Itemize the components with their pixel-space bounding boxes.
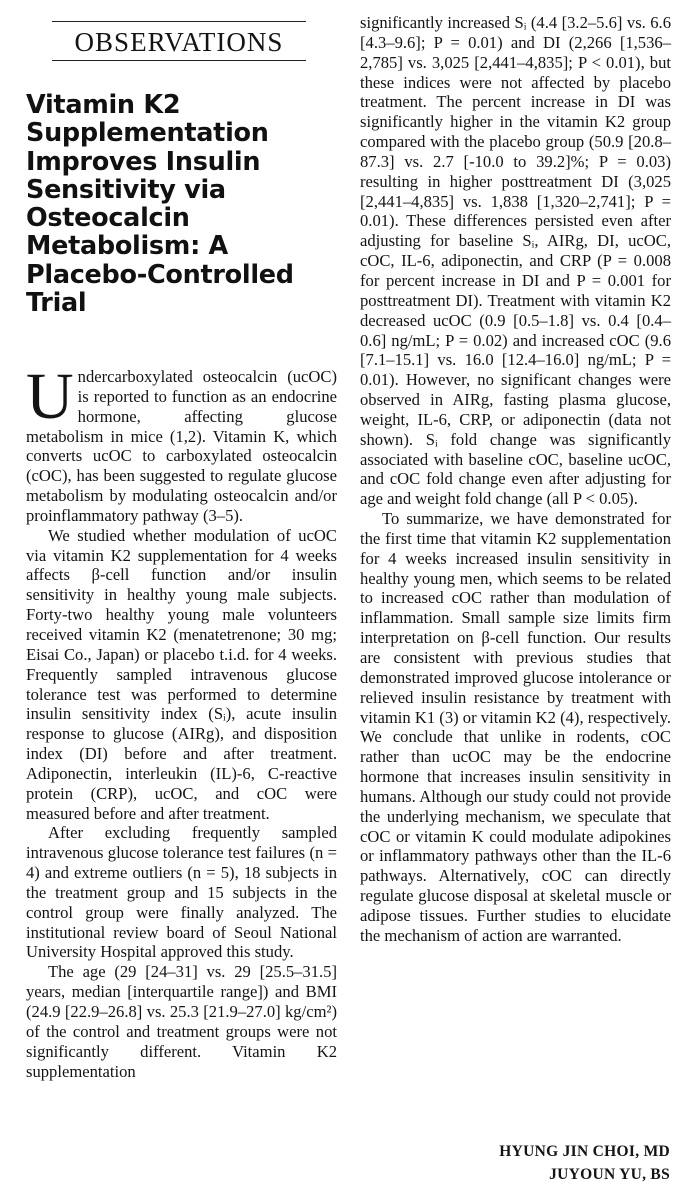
author-name: JUYOUN YU, BS <box>549 1166 670 1183</box>
heading-bottom-rule <box>52 60 306 61</box>
intro-paragraph <box>26 360 337 526</box>
heading-top-rule <box>52 21 306 22</box>
left-text-column <box>26 360 337 1081</box>
drop-cap: U <box>26 360 74 433</box>
article-title: Vitamin K2 Supplementation Improves Insulin Sensitivity via Osteocalcin Metabolism: A Placebo-Controlled Trial <box>26 90 294 319</box>
intro-paragraph-text: ndercarboxylated osteocalcin (ucOC) is reported to function as an endocrine hormone, affecting glucose metabolism in mice (1,2). Vitamin K, which converts ucOC to carboxylated osteocalcin (cOC), has been suggested to regulate glucose metabolism by modulating osteocalcin and/or proinflammatory pathway (3–5). <box>26 367 337 525</box>
subjects-paragraph: After excluding frequently sampled intravenous glucose tolerance test failures (n = 4) and extreme outliers (n = 5), 18 subjects in the treatment group and 15 subjects in the control group were finally analyzed. The institutional review board of Seoul National University Hospital approved this study. <box>26 823 337 962</box>
results-paragraph-start: The age (29 [24–31] vs. 29 [25.5–31.5] years, median [interquartile range]) and BMI (24.9 [22.9–26.8] vs. 25.3 [21.9–27.0] kg/cm²) of the control and treatment groups were not significantly different. Vitamin K2 supplementation <box>26 962 337 1081</box>
section-heading: OBSERVATIONS <box>74 27 284 57</box>
summary-paragraph: To summarize, we have demonstrated for the first time that vitamin K2 supplementation for 4 weeks increased insulin sensitivity in healthy young men, which seems to be related to increased cOC rather than modulation of inflammation. Small sample size limits firm interpretation on β-cell function. Our results are consistent with previous studies that demonstrated improved glucose intolerance or relieved insulin resistance by treatment with vitamin K1 (3) or vitamin K2 (4), respectively. We conclude that unlike in rodents, cOC rather than ucOC may be the endocrine hormone that increases insulin sensitivity in humans. Although our study could not provide the underlying mechanism, we speculate that cOC or vitamin K could modulate adipokines or inflammatory pathways other than the IL-6 pathways. Alternatively, cOC can directly regulate glucose disposal at skeletal muscle or adipose tissues. Further studies to elucidate the mechanism of action are warranted. <box>360 509 671 945</box>
methods-paragraph: We studied whether modulation of ucOC via vitamin K2 supplementation for 4 weeks affects β-cell function and/or insulin sensitivity in healthy young male subjects. Forty-two healthy young male volunteers received vitamin K2 (menatetrenone; 30 mg; Eisai Co., Japan) or placebo t.i.d. for 4 weeks. Frequently sampled intravenous glucose tolerance test was performed to determine insulin sensitivity index (Sᵢ), acute insulin response to glucose (AIRg), and disposition index (DI) before and after treatment. Adiponectin, interleukin (IL)-6, C-reactive protein (CRP), ucOC, and cOC were measured before and after treatment. <box>26 525 337 823</box>
results-paragraph-continued: significantly increased Sᵢ (4.4 [3.2–5.6] vs. 6.6 [4.3–9.6]; P = 0.01) and DI (2,266 [1,536–2,785] vs. 3,025 [2,441–4,835]; P < 0.01), but these indices were not affected by placebo treatment. The percent increase in DI was significantly higher in the vitamin K2 group compared with the placebo group (50.9 [20.8–87.3] vs. 2.7 [-10.0 to 39.2]%; P = 0.03) resulting in higher posttreatment DI (3,025 [2,441–4,835] vs. 1,838 [1,320–2,741]; P = 0.01). These differences persisted even after adjusting for baseline Sᵢ, AIRg, DI, ucOC, cOC, IL-6, adiponectin, and CRP (P = 0.008 for percent increase in DI and P = 0.001 for posttreatment DI). Treatment with vitamin K2 decreased ucOC (0.9 [0.5–1.8] vs. 0.4 [0.4–0.6] ng/mL; P = 0.02) and increased cOC (9.6 [7.1–15.1] vs. 16.0 [12.4–16.0] ng/mL; P = 0.01). However, no significant changes were observed in AIRg, fasting plasma glucose, weight, IL-6, CRP, or adiponectin (data not shown). Sᵢ fold change was significantly associated with baseline cOC, baseline ucOC, and cOC fold change even after adjusting for age and weight fold change (all P < 0.05). <box>360 13 671 509</box>
author-name: HYUNG JIN CHOI, MD <box>499 1143 670 1160</box>
right-text-column <box>360 13 671 946</box>
